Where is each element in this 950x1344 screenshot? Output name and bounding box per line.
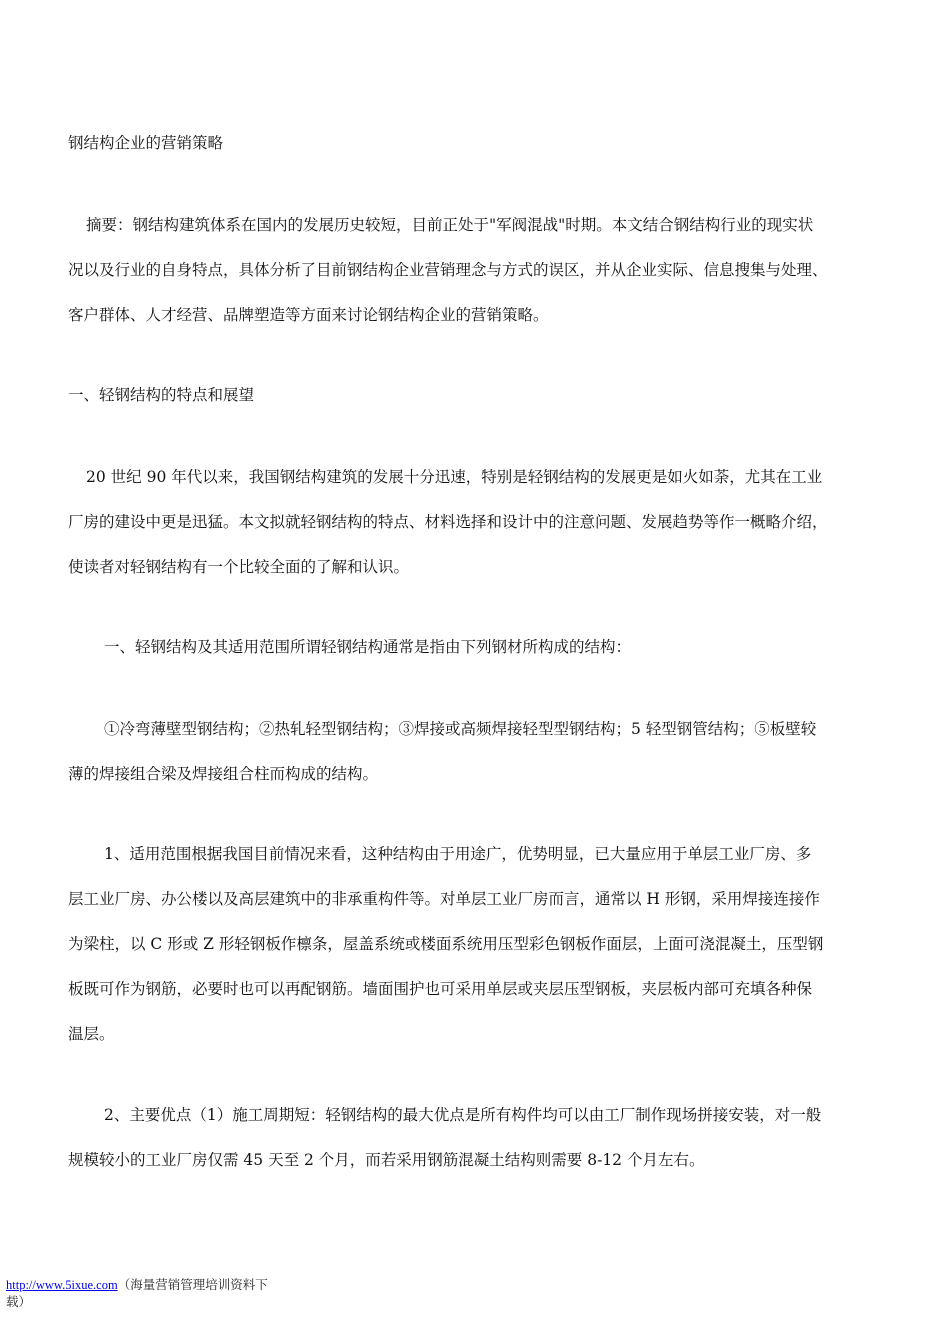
document-title: 钢结构企业的营销策略 [68, 134, 224, 152]
applicability-line-4: 板既可作为钢筋，必要时也可以再配钢筋。墙面围护也可采用单层或夹层压型钢板，夹层板内部可充填各种保 [68, 980, 813, 998]
intro-line-2: 厂房的建设中更是迅猛。本文拟就轻钢结构的特点、材料选择和设计中的注意问题、发展趋势等作一概略介绍， [68, 513, 828, 531]
section-heading: 一、轻钢结构的特点和展望 [68, 386, 255, 404]
abstract-line-2: 况以及行业的自身特点，具体分析了目前钢结构企业营销理念与方式的误区，并从企业实际、信息搜集与处理、 [68, 261, 828, 279]
abstract-line-1: 摘要：钢结构建筑体系在国内的发展历史较短，目前正处于"军阀混战"时期。本文结合钢结构行业的现实状 [86, 216, 814, 234]
footer-link[interactable]: http://www.5ixue.com [6, 1278, 118, 1292]
intro-line-3: 使读者对轻钢结构有一个比较全面的了解和认识。 [68, 558, 410, 576]
scope-heading-line: 一、轻钢结构及其适用范围所谓轻钢结构通常是指由下列钢材所构成的结构： [104, 638, 632, 656]
advantages-line-1: 2、主要优点（1）施工周期短：轻钢结构的最大优点是所有构件均可以由工厂制作现场拼接安装，对一般 [104, 1106, 822, 1124]
types-line-1: ①冷弯薄壁型钢结构；②热轧轻型钢结构；③焊接或高频焊接轻型型钢结构；5 轻型钢管结构；⑤板壁较 [104, 720, 817, 738]
abstract-line-3: 客户群体、人才经营、品牌塑造等方面来讨论钢结构企业的营销策略。 [68, 306, 549, 324]
intro-line-1: 20 世纪 90 年代以来，我国钢结构建筑的发展十分迅速，特别是轻钢结构的发展更是如火如荼，尤其在工业 [86, 468, 823, 486]
applicability-line-2: 层工业厂房、办公楼以及高层建筑中的非承重构件等。对单层工业厂房而言，通常以 H 形钢，采用焊接连接作 [68, 890, 820, 908]
advantages-line-2: 规模较小的工业厂房仅需 45 天至 2 个月，而若采用钢筋混凝土结构则需要 8-12 个月左右。 [68, 1151, 705, 1169]
applicability-line-3: 为梁柱，以 C 形或 Z 形轻钢板作檩条，屋盖系统或楼面系统用压型彩色钢板作面层，上面可浇混凝土，压型钢 [68, 935, 824, 953]
types-line-2: 薄的焊接组合梁及焊接组合柱而构成的结构。 [68, 765, 379, 783]
applicability-line-1: 1、适用范围根据我国目前情况来看，这种结构由于用途广，优势明显，已大量应用于单层工业厂房、多 [104, 845, 812, 863]
footer-note: （海量营销管理培训资料下 [117, 1278, 268, 1292]
footer-note-continued: 载） [6, 1295, 32, 1309]
footer [6, 1277, 306, 1311]
applicability-line-5: 温层。 [68, 1025, 115, 1043]
